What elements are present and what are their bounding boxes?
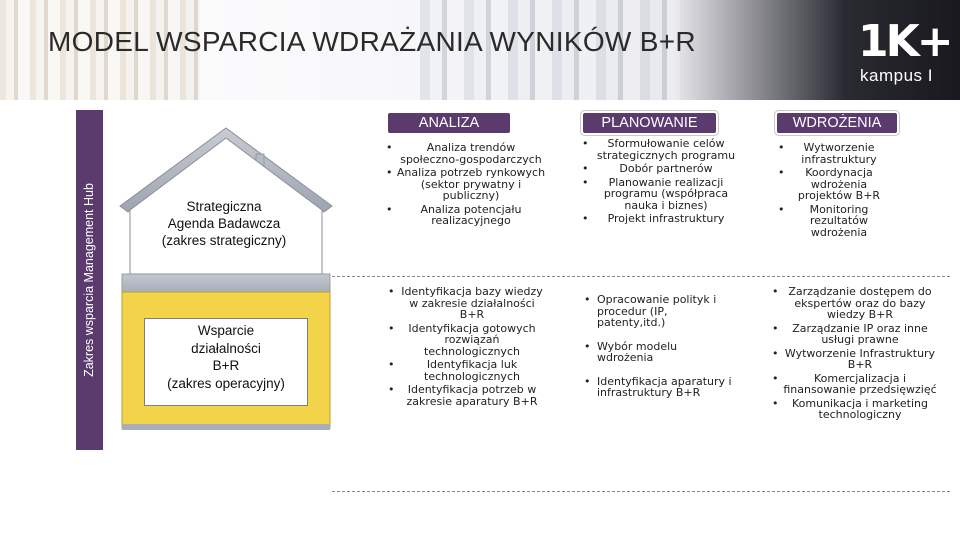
list-item: • Analiza potrzeb rynkowych (sektor prywatny i publiczny) bbox=[386, 167, 546, 202]
list-item: • Wytworzenie Infrastruktury B+R bbox=[772, 348, 938, 371]
analiza-strategic-list bbox=[386, 142, 546, 229]
strategic-line: (zakres strategiczny) bbox=[161, 233, 287, 248]
list-item: • Identyfikacja luk technologicznych bbox=[388, 359, 546, 382]
list-item: • Opracowanie polityk i procedur (IP, patenty,itd.) bbox=[584, 294, 736, 329]
side-label: Zakres wsparcia Management Hub bbox=[82, 183, 96, 377]
operational-line: (zakres operacyjny) bbox=[167, 375, 285, 391]
header-wdrozenia: WDROŻENIA bbox=[777, 113, 897, 133]
page-title: MODEL WSPARCIA WDRAŻANIA WYNIKÓW B+R bbox=[48, 26, 696, 57]
analiza-operational-list bbox=[388, 286, 546, 409]
logo-text: kampus I bbox=[860, 66, 933, 85]
house-foundation bbox=[122, 424, 330, 430]
list-item: • Zarządzanie dostępem do ekspertów oraz do bazy wiedzy B+R bbox=[772, 286, 938, 321]
header-planowanie: PLANOWANIE bbox=[583, 113, 716, 133]
list-item: • Zarządzanie IP oraz inne usługi prawne bbox=[772, 323, 938, 346]
operational-line: działalności bbox=[191, 340, 261, 356]
section-divider bbox=[332, 491, 950, 492]
strategic-line: Strategiczna bbox=[186, 199, 262, 214]
kampus-logo bbox=[852, 18, 952, 88]
operational-support-box bbox=[144, 318, 308, 406]
list-item: • Identyfikacja bazy wiedzy w zakresie działalności B+R bbox=[388, 286, 546, 321]
planowanie-operational-list bbox=[584, 294, 736, 401]
list-item: • Identyfikacja aparatury i infrastruktury B+R bbox=[584, 376, 736, 399]
list-item: • Komunikacja i marketing technologiczny bbox=[772, 398, 938, 421]
header-banner bbox=[0, 0, 960, 100]
list-item: • Wytworzenie infrastruktury bbox=[778, 142, 890, 165]
list-item: • Wybór modelu wdrożenia bbox=[584, 341, 736, 364]
wdrozenia-operational-list bbox=[772, 286, 938, 423]
list-item: • Koordynacja wdrożenia projektów B+R bbox=[778, 167, 890, 202]
house-floor-band bbox=[122, 274, 330, 292]
list-item: • Analiza potencjału realizacyjnego bbox=[386, 204, 546, 227]
list-item: • Komercjalizacja i finansowanie przedsięwzięć bbox=[772, 373, 938, 396]
operational-line: B+R bbox=[212, 358, 240, 373]
list-item: • Dobór partnerów bbox=[582, 163, 740, 175]
list-item: • Sformułowanie celów strategicznych programu bbox=[582, 138, 740, 161]
strategic-line: Agenda Badawcza bbox=[167, 216, 281, 231]
planowanie-strategic-list bbox=[582, 138, 740, 227]
list-item: • Planowanie realizacji programu (współpraca nauka i biznes) bbox=[582, 177, 740, 212]
logo-mark: 1K+ bbox=[858, 16, 951, 67]
wdrozenia-strategic-list bbox=[778, 142, 890, 240]
header-analiza: ANALIZA bbox=[388, 113, 510, 133]
list-item: • Identyfikacja gotowych rozwiązań technologicznych bbox=[388, 323, 546, 358]
strategic-agenda-label bbox=[134, 198, 314, 249]
list-item: • Identyfikacja potrzeb w zakresie aparatury B+R bbox=[388, 384, 546, 407]
section-divider bbox=[332, 276, 950, 277]
list-item: • Analiza trendów społeczno-gospodarczych bbox=[386, 142, 546, 165]
list-item: • Projekt infrastruktury bbox=[582, 213, 740, 225]
operational-line: Wsparcie bbox=[197, 323, 255, 338]
list-item: • Monitoring rezultatów wdrożenia bbox=[778, 204, 890, 239]
